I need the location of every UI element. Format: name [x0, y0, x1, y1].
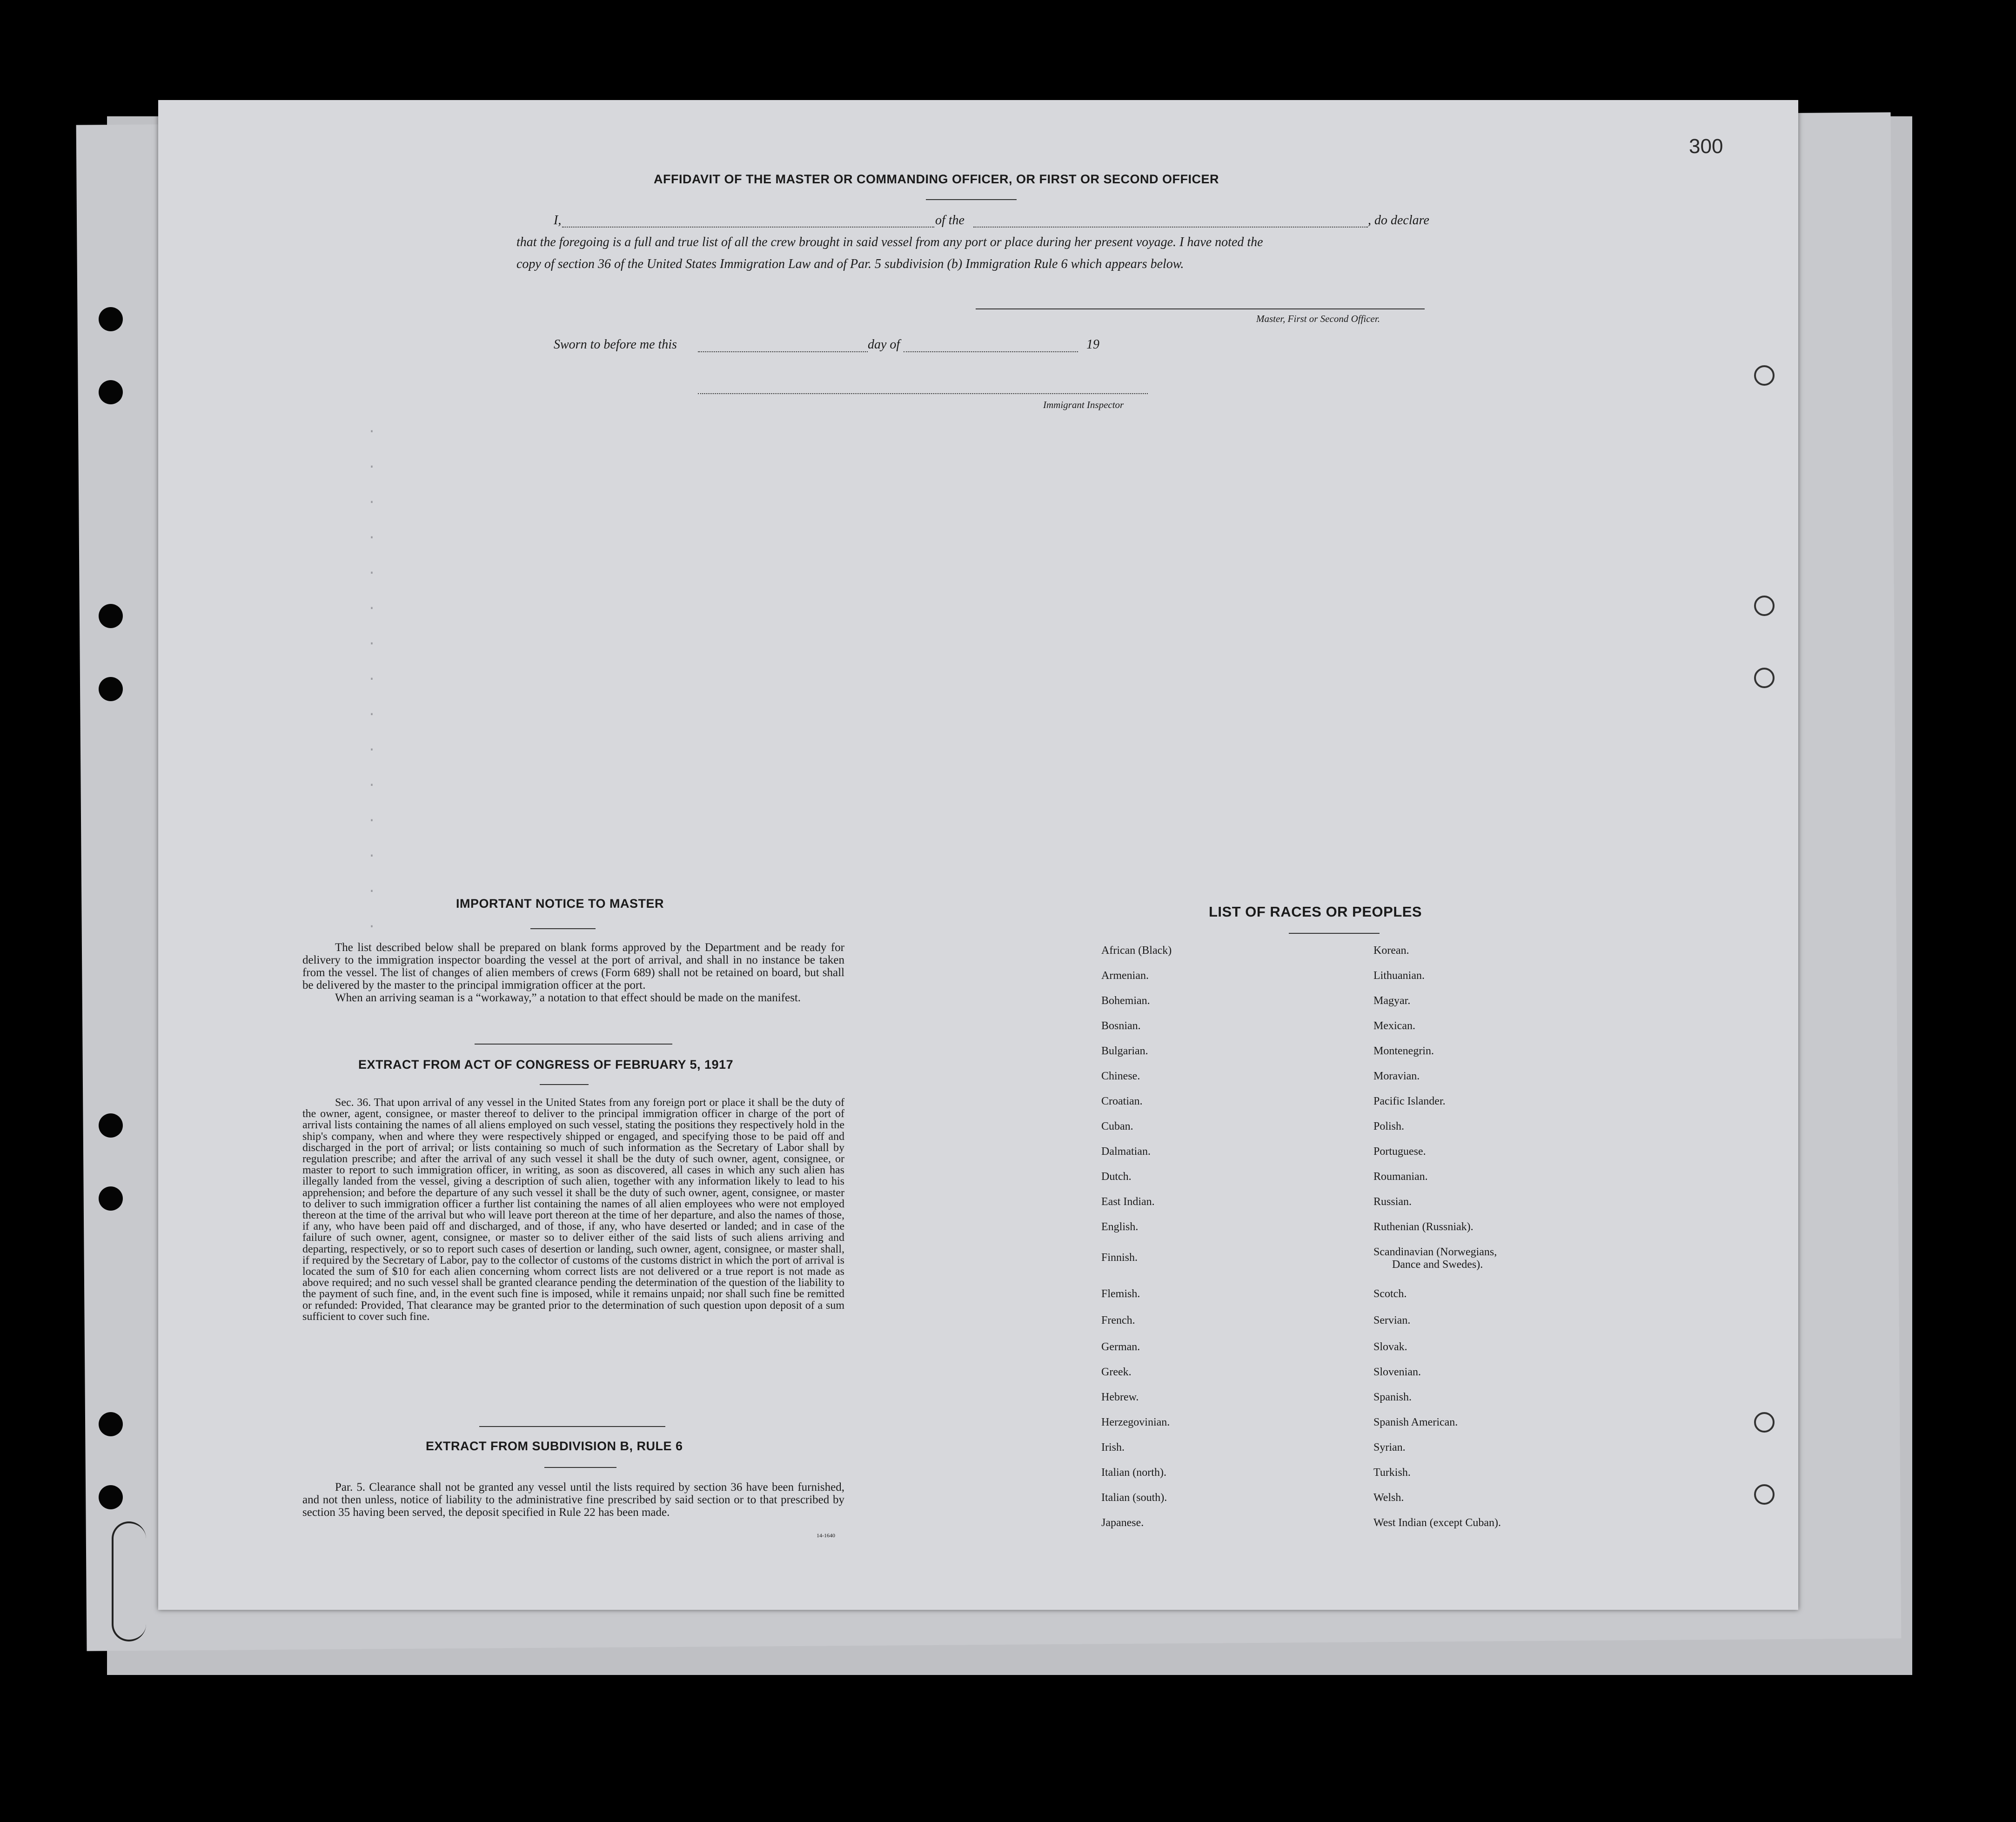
race-item: East Indian. — [1101, 1196, 1155, 1208]
race-item: Greek. — [1101, 1366, 1132, 1378]
divider — [544, 1467, 616, 1468]
binding-string — [112, 1521, 146, 1641]
race-item: Italian (south). — [1101, 1492, 1167, 1504]
race-item: Lithuanian. — [1373, 970, 1425, 982]
notice-paragraph-1: The list described below shall be prepared on blank forms approved by the Department and be ready for delivery to the immigration inspector boarding the vessel at the port of arrival, and shall in no instance be taken from the vessel. The list of changes of alien members of crews (Form 689) shall not be retained on board, but shall be delivered by the master to the principal immigration officer at the port. — [302, 941, 844, 991]
divider — [926, 199, 1017, 200]
race-item: Scotch. — [1373, 1288, 1407, 1300]
race-item: West Indian (except Cuban). — [1373, 1517, 1501, 1529]
affidavit-line3: copy of section 36 of the United States Immigration Law and of Par. 5 subdivision (b) Immigration Rule 6 which appears below. — [516, 257, 1184, 271]
race-item: Mexican. — [1373, 1020, 1415, 1032]
affidavit-of-the: of the — [935, 213, 964, 228]
race-item: Servian. — [1373, 1314, 1411, 1326]
race-item: Irish. — [1101, 1441, 1125, 1454]
race-item: French. — [1101, 1314, 1135, 1326]
race-item: Dance and Swedes). — [1392, 1259, 1483, 1271]
race-item: Italian (north). — [1101, 1467, 1166, 1479]
section-36-text: Sec. 36. That upon arrival of any vessel in the United States from any foreign port or place it shall be the duty of the owner, agent, consignee, or master thereof to deliver to the principal immigration officer in charge of the port of arrival lists containing the names of all aliens employed on such vessel, stating the positions they respectively hold in the ship's company, when and where they were respectively shipped or engaged, and specifying those to be paid off and discharged in the port of arrival; or lists containing so much of such information as the Secretary of Labor shall by regulation prescribe; and after the arrival of any such vessel it shall be the duty of such owner, agent, consignee, or master to report to such immigration officer, in writing, as soon as discovered, all cases in which any such alien has illegally landed from the vessel, giving a description of such alien, together with any information likely to lead to his apprehension; and before the departure of any such vessel it shall be the duty of such owner, agent, consignee, or master to deliver to such immigration officer a further list containing the names of all alien employees who were not employed thereon at the time of the arrival but who will leave port thereon at the time of her departure, and also the names of those, if any, who have been paid off and discharged, and of those, if any, who have deserted or landed; and in case of the failure of such owner, agent, consignee, or master so to deliver either of the said lists of such aliens arriving and departing, respectively, or so to report such cases of desertion or landing, such owner, agent, consignee, or master shall, if required by the Secretary of Labor, pay to the collector of customs of the customs district in which the port of arrival is located the sum of $10 for each alien concerning whom correct lists are not delivered or a true report is not made as above required; and no such vessel shall be granted clearance pending the determination of the question of the liability to the payment of such fine, and, in the event such fine is imposed, while it remains unpaid; nor shall such fine be remitted or refunded: Provided, That clearance may be granted prior to the determination of such question upon deposit of a sum sufficient to cover such fine. — [302, 1097, 844, 1323]
binder-hole — [99, 1113, 123, 1138]
race-item: Syrian. — [1373, 1441, 1406, 1454]
sworn-text: Sworn to before me this — [554, 337, 677, 352]
race-item: Korean. — [1373, 944, 1409, 957]
race-item: Herzegovinian. — [1101, 1416, 1170, 1428]
race-item: Magyar. — [1373, 995, 1411, 1007]
divider — [530, 928, 596, 929]
race-item: Slovenian. — [1373, 1366, 1421, 1378]
form-number: 14-1640 — [817, 1532, 835, 1539]
binder-hole — [1754, 365, 1775, 386]
race-item: Polish. — [1373, 1120, 1405, 1132]
race-item: Portuguese. — [1373, 1145, 1426, 1158]
notice-title: IMPORTANT NOTICE TO MASTER — [456, 897, 664, 911]
corner-number: 300 — [1689, 135, 1723, 158]
affidavit-declare: , do declare — [1368, 213, 1429, 228]
extract-rule-title: EXTRACT FROM SUBDIVISION B, RULE 6 — [426, 1439, 683, 1453]
binder-hole — [99, 604, 123, 628]
binder-hole — [99, 1186, 123, 1211]
race-item: Scandinavian (Norwegians, — [1373, 1246, 1497, 1258]
binder-hole — [99, 307, 123, 331]
name-blank — [562, 227, 934, 228]
race-item: Moravian. — [1373, 1070, 1420, 1082]
sworn-month-blank — [904, 351, 1078, 352]
form-page — [158, 100, 1798, 1610]
inspector-line — [698, 393, 1148, 394]
race-item: Montenegrin. — [1373, 1045, 1434, 1057]
races-title: LIST OF RACES OR PEOPLES — [1209, 904, 1422, 920]
year-prefix: 19 — [1086, 337, 1099, 352]
binder-hole — [1754, 668, 1775, 688]
race-item: Spanish American. — [1373, 1416, 1458, 1428]
signature-line — [976, 308, 1425, 309]
affidavit-line2: that the foregoing is a full and true list of all the crew brought in said vessel from any port or place during her present voyage. I have noted the — [516, 235, 1263, 249]
affidavit-title: AFFIDAVIT OF THE MASTER OR COMMANDING OFFICER, OR FIRST OR SECOND OFFICER — [654, 172, 1219, 186]
divider — [479, 1426, 665, 1427]
race-item: Russian. — [1373, 1196, 1412, 1208]
divider — [1289, 933, 1380, 934]
race-item: Croatian. — [1101, 1095, 1143, 1107]
affidavit-i: I, — [554, 213, 562, 228]
race-item: Bulgarian. — [1101, 1045, 1148, 1057]
race-item: German. — [1101, 1341, 1140, 1353]
divider — [475, 1044, 672, 1045]
master-label: Master, First or Second Officer. — [1256, 313, 1380, 324]
binder-hole — [1754, 596, 1775, 616]
race-item: Ruthenian (Russniak). — [1373, 1221, 1473, 1233]
race-item: Bosnian. — [1101, 1020, 1141, 1032]
race-item: English. — [1101, 1221, 1139, 1233]
vessel-blank — [973, 227, 1368, 228]
race-item: African (Black) — [1101, 944, 1172, 957]
inspector-label: Immigrant Inspector — [1043, 399, 1124, 410]
race-item: Welsh. — [1373, 1492, 1404, 1504]
race-item: Pacific Islander. — [1373, 1095, 1446, 1107]
race-item: Bohemian. — [1101, 995, 1150, 1007]
binder-hole — [99, 1485, 123, 1509]
extract-act-title: EXTRACT FROM ACT OF CONGRESS OF FEBRUARY 5, 1917 — [358, 1058, 734, 1072]
divider — [540, 1084, 589, 1085]
race-item: Dutch. — [1101, 1171, 1132, 1183]
binder-hole — [99, 677, 123, 701]
sworn-day-blank — [698, 351, 868, 352]
binder-hole — [99, 380, 123, 404]
bleed-through-marks: · · · · · · · · · · · · · · · — [368, 424, 376, 935]
race-item: Flemish. — [1101, 1288, 1140, 1300]
binder-hole — [99, 1412, 123, 1436]
race-item: Armenian. — [1101, 970, 1149, 982]
notice-paragraph-2: When an arriving seaman is a “workaway,” a notation to that effect should be made on the manifest. — [335, 991, 801, 1004]
race-item: Chinese. — [1101, 1070, 1140, 1082]
race-item: Japanese. — [1101, 1517, 1144, 1529]
race-item: Cuban. — [1101, 1120, 1133, 1132]
rule-6-text: Par. 5. Clearance shall not be granted any vessel until the lists required by section 36 have been furnished, and not then unless, notice of liability to the administrative fine prescribed by said section or to that prescribed by section 35 having been served, the deposit specified in Rule 22 has been made. — [302, 1481, 844, 1519]
binder-hole — [1754, 1484, 1775, 1505]
race-item: Finnish. — [1101, 1252, 1138, 1264]
binder-hole — [1754, 1412, 1775, 1433]
day-of-text: day of — [868, 337, 900, 352]
race-item: Hebrew. — [1101, 1391, 1139, 1403]
race-item: Dalmatian. — [1101, 1145, 1151, 1158]
race-item: Slovak. — [1373, 1341, 1407, 1353]
race-item: Roumanian. — [1373, 1171, 1428, 1183]
race-item: Turkish. — [1373, 1467, 1411, 1479]
race-item: Spanish. — [1373, 1391, 1412, 1403]
